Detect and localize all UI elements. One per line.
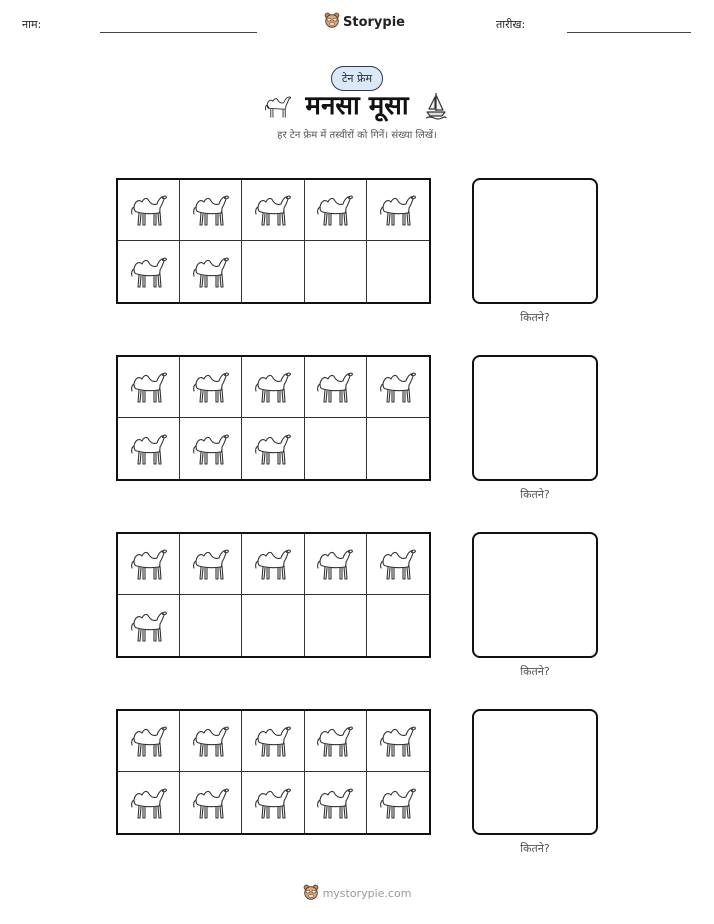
camel-icon	[376, 723, 420, 759]
camel-icon	[189, 723, 233, 759]
frame-cell	[305, 772, 367, 833]
answer-box-3[interactable]	[472, 532, 598, 658]
camel-icon	[127, 546, 171, 582]
answer-box-2[interactable]	[472, 355, 598, 481]
camel-icon	[376, 369, 420, 405]
frame-cell	[367, 772, 429, 833]
date-label: तारीख:	[496, 18, 526, 31]
frame-cell	[118, 772, 180, 833]
frame-cell	[180, 534, 242, 595]
storypie-logo-icon	[303, 884, 319, 903]
frame-cell	[242, 534, 304, 595]
footer	[0, 884, 714, 903]
frame-cell	[242, 772, 304, 833]
camel-icon	[251, 723, 295, 759]
frame-cell	[180, 595, 242, 656]
storypie-logo-icon	[324, 12, 340, 32]
frame-cell	[242, 357, 304, 418]
camel-icon	[376, 192, 420, 228]
frame-cell	[180, 241, 242, 302]
camel-icon	[313, 192, 357, 228]
camel-icon	[127, 254, 171, 290]
footer-url[interactable]: mystorypie.com	[322, 887, 412, 900]
camel-icon	[313, 723, 357, 759]
frame-cell	[305, 357, 367, 418]
frame-cell	[242, 418, 304, 479]
ten-frame-1	[116, 178, 431, 304]
camel-icon	[313, 546, 357, 582]
frame-cell	[180, 180, 242, 241]
answer-label-4: कितने?	[520, 842, 550, 855]
sailboat-icon	[424, 91, 448, 125]
brand	[324, 12, 405, 32]
frame-cell	[367, 241, 429, 302]
answer-label-3: कितने?	[520, 665, 550, 678]
frame-cell	[367, 180, 429, 241]
instructions: हर टेन फ्रेम में तस्वीरों को गिनें। संख्या लिखें।	[277, 130, 437, 141]
camel-icon	[127, 723, 171, 759]
page-title: मनसा मूसा	[305, 91, 409, 121]
frame-cell	[367, 357, 429, 418]
camel-icon	[251, 785, 295, 821]
frame-cell	[118, 595, 180, 656]
camel-icon	[376, 546, 420, 582]
frame-cell	[118, 180, 180, 241]
camel-icon	[251, 369, 295, 405]
camel-icon	[127, 431, 171, 467]
frame-cell	[118, 534, 180, 595]
topic-badge: टेन फ्रेम	[331, 66, 383, 91]
camel-icon	[189, 785, 233, 821]
camel-icon	[127, 608, 171, 644]
frame-cell	[367, 534, 429, 595]
frame-cell	[242, 711, 304, 772]
camel-icon	[189, 254, 233, 290]
ten-frame-4	[116, 709, 431, 835]
frame-cell	[180, 357, 242, 418]
answer-box-4[interactable]	[472, 709, 598, 835]
camel-icon	[127, 785, 171, 821]
camel-icon	[189, 431, 233, 467]
frame-cell	[367, 711, 429, 772]
frame-cell	[118, 418, 180, 479]
frame-cell	[118, 711, 180, 772]
frame-cell	[305, 180, 367, 241]
frame-cell	[118, 241, 180, 302]
frame-cell	[305, 711, 367, 772]
frame-cell	[305, 534, 367, 595]
camel-icon	[251, 431, 295, 467]
camel-icon	[189, 192, 233, 228]
frame-cell	[180, 418, 242, 479]
frame-cell	[305, 241, 367, 302]
brand-name: Storypie	[343, 14, 405, 30]
camel-icon	[262, 94, 294, 124]
name-line[interactable]	[100, 32, 257, 33]
date-line[interactable]	[567, 32, 691, 33]
frame-cell	[242, 180, 304, 241]
answer-box-1[interactable]	[472, 178, 598, 304]
camel-icon	[251, 546, 295, 582]
frame-cell	[305, 595, 367, 656]
camel-icon	[127, 192, 171, 228]
frame-cell	[180, 772, 242, 833]
camel-icon	[127, 369, 171, 405]
camel-icon	[313, 369, 357, 405]
frame-cell	[180, 711, 242, 772]
frame-cell	[305, 418, 367, 479]
camel-icon	[189, 546, 233, 582]
ten-frame-2	[116, 355, 431, 481]
frame-cell	[367, 595, 429, 656]
ten-frame-3	[116, 532, 431, 658]
answer-label-2: कितने?	[520, 488, 550, 501]
camel-icon	[376, 785, 420, 821]
camel-icon	[251, 192, 295, 228]
answer-label-1: कितने?	[520, 311, 550, 324]
frame-cell	[118, 357, 180, 418]
frame-cell	[242, 241, 304, 302]
camel-icon	[313, 785, 357, 821]
name-label: नाम:	[22, 18, 42, 31]
frame-cell	[367, 418, 429, 479]
camel-icon	[189, 369, 233, 405]
frame-cell	[242, 595, 304, 656]
